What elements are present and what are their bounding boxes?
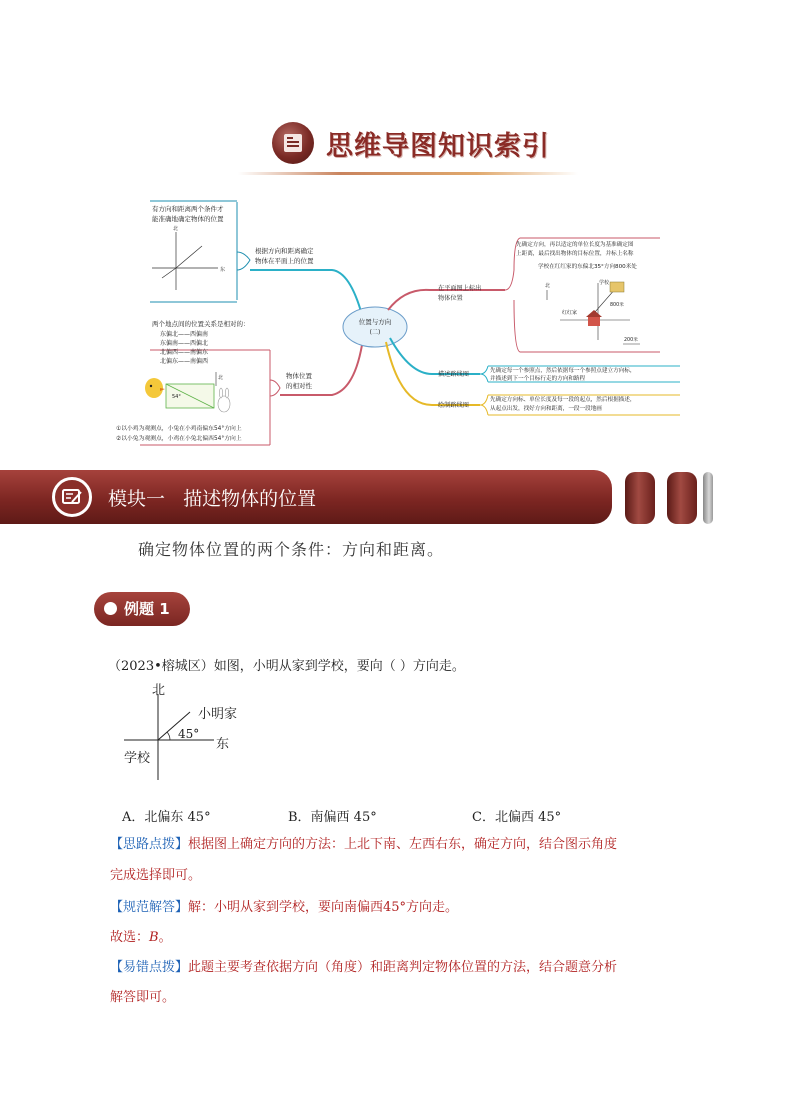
lt-branch-1: 根据方向和距离确定: [255, 247, 314, 255]
answer-line: [110, 928, 172, 948]
error-line: [110, 958, 617, 978]
option-b[interactable]: B．南偏西 45°: [288, 810, 377, 825]
diagram-angle: 45°: [178, 727, 200, 741]
error-tag: 【易错点拨】: [110, 960, 189, 975]
rm-note-2: 并描述到下一个目标行走的方向和路程: [490, 376, 586, 382]
home-icon: [586, 310, 602, 326]
center-line-2: (二): [369, 329, 381, 336]
lb-angle-label: 54°: [172, 394, 181, 400]
solution-text: 解：小明从家到学校，要向南偏西45°方向走。: [188, 900, 459, 915]
lt-compass-north: 北: [173, 226, 179, 232]
diagram-east: 东: [216, 737, 230, 752]
option-a[interactable]: A．北偏东 45°: [122, 810, 211, 825]
lb-pair-2: 东偏南——西偏北: [160, 340, 209, 347]
direction-diagram: [118, 682, 258, 792]
lb-pair-1: 东偏北——西偏南: [160, 331, 209, 338]
rt-branch-2: 物体位置: [438, 295, 463, 302]
rt-distance: 800米: [610, 303, 624, 308]
angle-arc: [167, 732, 170, 740]
lb-line-b: ②以小兔为观测点，小鸡在小兔北偏西54°方向上: [116, 436, 242, 442]
example-label: 例题 1: [124, 600, 170, 618]
rm-label: 描述路线图: [438, 371, 469, 378]
rt-example: 学校在红红家的东偏北35°方向800米处: [538, 264, 637, 270]
rt-home: 红红家: [562, 310, 578, 316]
intro-text: 确定物体位置的两个条件：方向和距离。: [138, 540, 445, 559]
title-banner: [272, 122, 552, 166]
mind-map: [110, 190, 690, 455]
center-node: [343, 307, 407, 347]
title-underline: [238, 172, 578, 175]
lb-pair-3: 北偏西——南偏东: [160, 349, 209, 356]
decorative-tab: [625, 472, 655, 524]
lb-line-a: ①以小鸡为观测点，小兔在小鸡南偏东54°方向上: [116, 426, 242, 432]
solution-tag: 【规范解答】: [110, 900, 189, 915]
rt-school: 学校: [599, 280, 610, 286]
question-text: （2023•榕城区）如图，小明从家到学校，要向（ ）方向走。: [108, 659, 465, 674]
rm-branch-line: [390, 338, 480, 374]
answer-prefix: 故选：: [110, 930, 150, 945]
lt-branch-2: 物体在平面上的位置: [255, 257, 314, 265]
lt-note-2: 能准确地确定物体的位置: [152, 215, 224, 223]
rt-branch-1: 在平面图上标出: [438, 285, 482, 292]
rt-north: 北: [545, 283, 551, 289]
lb-pair-4: 北偏东——南偏西: [160, 358, 209, 365]
answer-suffix: 。: [158, 930, 172, 945]
lb-note-1: 两个地点间的位置关系是相对的：: [152, 320, 250, 328]
rb-label: 绘制路线图: [438, 402, 469, 409]
lb-branch-1: 物体位置: [286, 372, 312, 380]
rt-note-1: 先确定方向，再以适定的单位长度为基准确定图: [516, 242, 634, 248]
module-edit-icon: [52, 477, 92, 517]
decorative-tab: [703, 472, 713, 524]
error-text-cont: 解答即可。: [110, 990, 176, 1005]
diagram-school: 学校: [124, 751, 151, 766]
lt-compass-east: 东: [220, 267, 226, 273]
rabbit-icon: [218, 388, 230, 412]
answer-value: B: [149, 930, 159, 945]
option-c[interactable]: C．北偏西 45°: [472, 810, 562, 825]
bullet-icon: [104, 602, 117, 615]
hint-text: 根据图上确定方向的方法：上北下南、左西右东，确定方向，结合图示角度: [188, 837, 618, 852]
rb-note-2: 从起点出发，找好方向和距离，一段一段地画: [490, 406, 602, 412]
rb-note-1: 先确定方向标、单位长度及每一段的起点，然后根据描述，: [490, 397, 636, 403]
diagram-north: 北: [152, 683, 166, 698]
rt-note-2: 上距离，最后找出物体的目标位置，并标上名称: [516, 251, 634, 257]
lb-north-label: 北: [218, 375, 224, 381]
book-icon: [272, 122, 314, 164]
module-title: 模块一 描述物体的位置: [108, 488, 317, 510]
solution-line: [110, 898, 458, 918]
hint-text-cont: 完成选择即可。: [110, 868, 202, 883]
diagram-home: 小明家: [198, 707, 238, 722]
lt-note-1: 有方向和距离两个条件才: [152, 205, 224, 213]
hint-line: [110, 835, 617, 855]
school-icon: [610, 282, 624, 292]
page-title: 思维导图知识索引: [326, 131, 550, 162]
error-text: 此题主要考查依据方向（角度）和距离判定物体位置的方法，结合题意分析: [188, 960, 618, 975]
rt-scale: 200米: [624, 338, 638, 343]
center-line-1: 位置与方向: [358, 318, 392, 326]
hint-tag: 【思路点拨】: [110, 837, 189, 852]
lt-compass: [152, 232, 218, 290]
lt-branch-line: [250, 270, 362, 315]
rm-note-1: 先确定每一个参照点，然后依据每一个参照点建立方向标，: [490, 368, 636, 374]
decorative-tab: [667, 472, 697, 524]
lb-branch-2: 的相对性: [286, 382, 312, 390]
chick-icon: [145, 378, 165, 398]
